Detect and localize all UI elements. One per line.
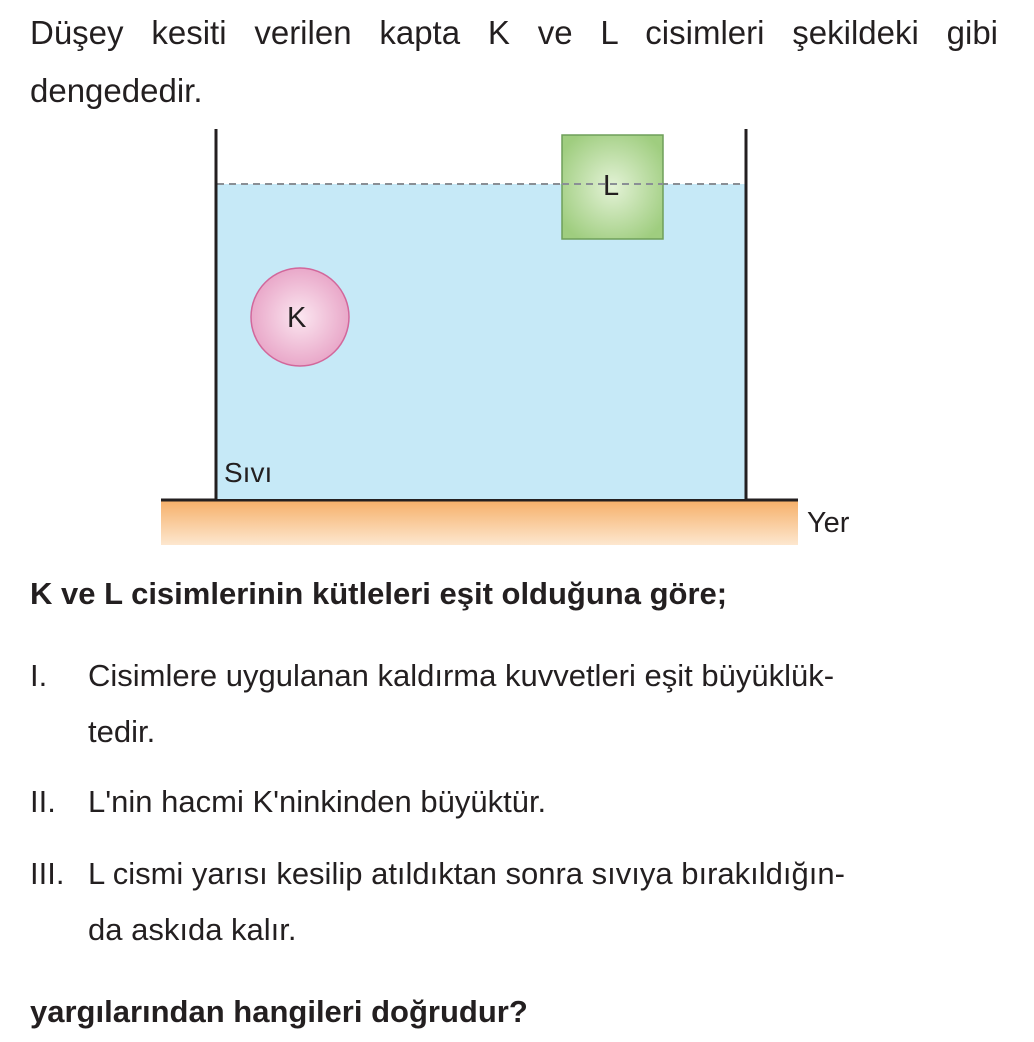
statement-2-number: II. bbox=[30, 784, 56, 819]
ground bbox=[161, 501, 798, 545]
question-stem: K ve L cisimlerinin kütleleri eşit olduğuna göre; bbox=[30, 576, 728, 611]
object-k-label: K bbox=[287, 302, 307, 334]
statement-2-text: L'nin hacmi K'ninkinden büyüktür. bbox=[88, 784, 547, 819]
statement-3 bbox=[30, 846, 998, 958]
statement-1 bbox=[30, 648, 998, 760]
statement-1-number: I. bbox=[30, 658, 48, 693]
statement-2 bbox=[30, 774, 998, 830]
statement-1-text: Cisimlere uygulanan kaldırma kuvvetleri eşit büyüklük- tedir. bbox=[88, 658, 835, 749]
statement-3-text: L cismi yarısı kesilip atıldıktan sonra sıvıya bırakıldığın- da askıda kalır. bbox=[88, 856, 845, 947]
ground-label: Yer bbox=[807, 507, 850, 539]
intro-text: Düşey kesiti verilen kapta K ve L cisimleri şekildeki gibi dengededir. bbox=[30, 14, 998, 109]
object-l-label: L bbox=[603, 170, 620, 202]
statement-3-number: III. bbox=[30, 856, 65, 891]
liquid-label: Sıvı bbox=[224, 457, 273, 488]
question-end: yargılarından hangileri doğrudur? bbox=[30, 994, 528, 1029]
